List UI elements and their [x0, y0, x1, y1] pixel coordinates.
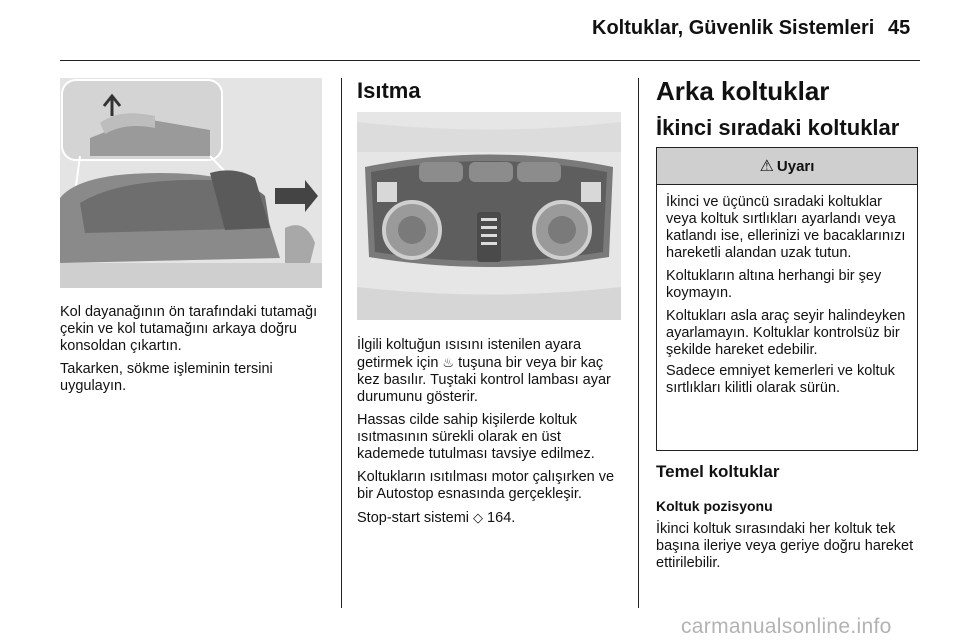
climate-control-panel-icon: [357, 112, 621, 320]
warning-body: [657, 185, 917, 397]
reference-page: 164.: [483, 510, 516, 526]
header-divider: [60, 60, 920, 61]
seat-heating-instruction: [357, 337, 621, 406]
warning-title: Uyarı: [776, 157, 815, 175]
rear-seats-heading: Arka koltuklar: [656, 76, 830, 106]
page-reference-arrow-icon: ◇: [473, 510, 484, 525]
warning-paragraph: İkinci ve üçüncü sıradaki koltuklar veya koltuk sırtlıkları ayarlandı veya katlandı ise, ellerinizi ve bacaklarınızı hareketli alandan uzak tutun.: [666, 194, 906, 261]
warning-box: [656, 147, 918, 451]
engine-running-note: Koltukların ısıtılması motor çalışırken ve bir Autostop esnasında gerçekleşir.: [357, 469, 615, 502]
warning-paragraph: Koltukları asla araç seyir halindeyken ayarlamayın. Koltuklar kontrolsüz bir şekilde hareket edebilir.: [666, 308, 906, 358]
sensitive-skin-note: Hassas cilde sahip kişilerde koltuk ısıtmasının sürekli olarak en üst kademede tutulması tavsiye edilmez.: [357, 412, 595, 462]
seat-heating-text-start: İlgili koltuğun ısısını istenilen ayara getirmek için: [357, 337, 582, 371]
middle-column-text: [357, 337, 621, 533]
left-column-text: [60, 304, 322, 401]
armrest-install-note: Takarken, sökme işleminin tersini uygulayın.: [60, 361, 273, 394]
running-header-title: Koltuklar, Güvenlik Sistemleri: [592, 17, 875, 39]
seat-position-body: İkinci koltuk sırasındaki her koltuk tek başına ileriye veya geriye doğru hareket ettirilebilir.: [656, 521, 914, 571]
armrest-instruction: Kol dayanağının ön tarafındaki tutamağı çekin ve kol tutamağını arkaya doğru konsoldan çıkartın.: [60, 304, 318, 354]
page-number: 45: [888, 17, 911, 39]
second-row-seats-heading: İkinci sıradaki koltuklar: [656, 115, 900, 140]
armrest-removal-icon: [60, 78, 322, 288]
basic-seats-heading: Temel koltuklar: [656, 462, 780, 481]
climate-panel-figure: [357, 112, 621, 320]
seat-heat-icon: ♨: [442, 355, 455, 370]
warning-paragraph: Sadece emniyet kemerleri ve koltuk sırtlıkları kilitli olarak sürün.: [666, 363, 895, 396]
seat-position-heading: Koltuk pozisyonu: [656, 498, 773, 514]
warning-header: [657, 148, 917, 185]
watermark: carmanualsonline.info: [681, 615, 892, 638]
reference-label: Stop-start sistemi: [357, 510, 474, 526]
warning-icon: ⚠: [759, 158, 774, 175]
stop-start-reference: [357, 509, 621, 527]
column-divider-left: [341, 78, 342, 608]
warning-paragraph: Koltukların altına herhangi bir şey koymayın.: [666, 268, 882, 301]
armrest-figure: [60, 78, 322, 288]
seat-heating-text-end: tuşuna bir veya bir kaç kez basılır. Tuştaki kontrol lambası ayar durumunu gösterir.: [357, 355, 611, 405]
column-divider-right: [638, 78, 639, 608]
right-column-text: [656, 498, 924, 578]
heating-heading: Isıtma: [357, 78, 421, 103]
